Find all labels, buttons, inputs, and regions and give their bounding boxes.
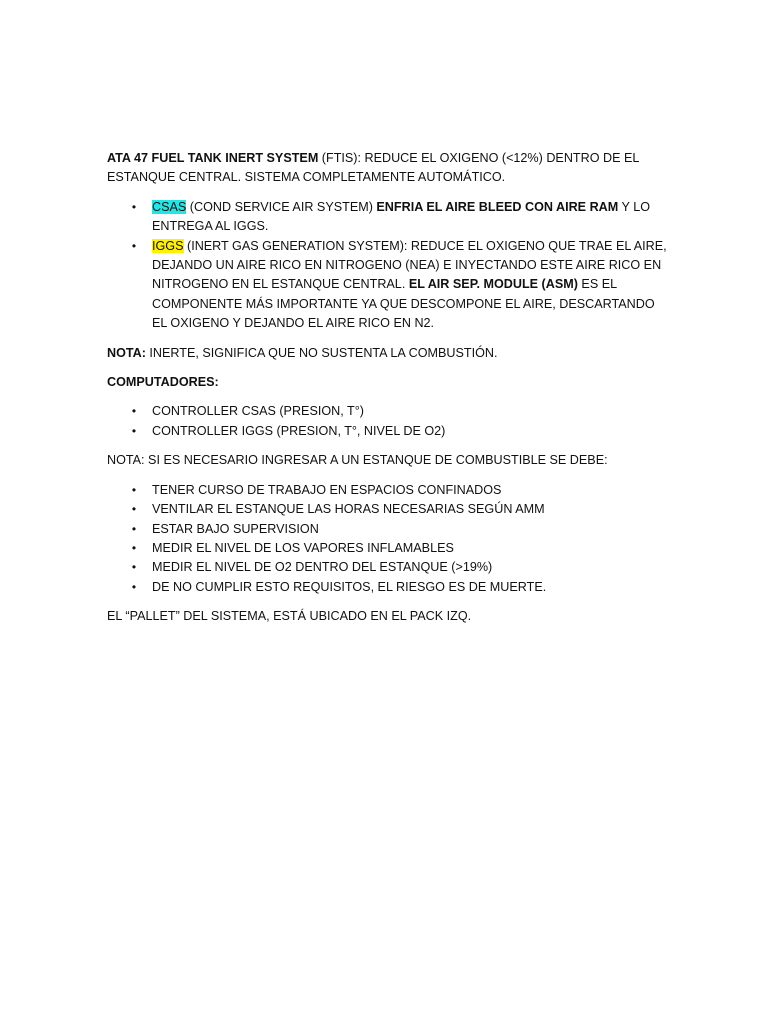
bullet-icon: • (131, 540, 137, 555)
iggs-text-1: (INERT GAS GENERATION SYSTEM): REDUCE EL OXIGENO QUE TRAE EL AIRE, DEJANDO UN AIRE RICO EN NITROGENO (NEA) E INYECTANDO ESTE AIRE RICO EN NITROGENO EN EL ESTANQUE CENTRAL. (152, 238, 667, 292)
systems-list (107, 198, 667, 334)
list-item-text: TENER CURSO DE TRABAJO EN ESPACIOS CONFINADOS (152, 482, 502, 497)
intro-text: (FTIS): REDUCE EL OXIGENO (<12%) DENTRO DE EL ESTANQUE CENTRAL. SISTEMA COMPLETAMENTE AUTOMÁTICO. (107, 151, 639, 185)
list-item-text: DE NO CUMPLIR ESTO REQUISITOS, EL RIESGO ES DE MUERTE. (152, 579, 547, 594)
intro-title: ATA 47 FUEL TANK INERT SYSTEM (107, 151, 319, 165)
list-item (107, 578, 667, 597)
nota-paragraph (107, 344, 667, 363)
list-item (107, 539, 667, 558)
computadores-heading-text: COMPUTADORES: (107, 375, 219, 390)
requirements-list (107, 481, 667, 597)
list-item-csas (107, 198, 667, 237)
list-item-text: MEDIR EL NIVEL DE O2 DENTRO DEL ESTANQUE (>19%) (152, 560, 493, 575)
bullet-icon: • (131, 423, 137, 438)
list-item-text: CONTROLLER IGGS (PRESION, T°, NIVEL DE O2) (152, 423, 446, 438)
iggs-bold: EL AIR SEP. MODULE (ASM) (408, 277, 578, 292)
computadores-heading (107, 373, 667, 392)
bullet-icon: • (131, 560, 137, 575)
closing-paragraph: EL “PALLET” DEL SISTEMA, ESTÁ UBICADO EN EL PACK IZQ. (107, 609, 472, 624)
list-item (107, 481, 667, 500)
bullet-icon: • (131, 404, 137, 419)
csas-text-1: (COND SERVICE AIR SYSTEM) (186, 199, 377, 214)
list-item-text: CONTROLLER CSAS (PRESION, T°) (152, 404, 364, 419)
csas-bold: ENFRIA EL AIRE BLEED CON AIRE RAM (376, 199, 619, 214)
intro-paragraph (107, 149, 667, 188)
list-item-iggs (107, 237, 667, 334)
nota2-paragraph: NOTA: SI ES NECESARIO INGRESAR A UN ESTANQUE DE COMBUSTIBLE SE DEBE: (107, 453, 608, 468)
csas-highlight: CSAS (152, 199, 187, 214)
bullet-icon: • (131, 521, 137, 536)
list-item-text: ESTAR BAJO SUPERVISION (152, 521, 319, 536)
list-item (107, 520, 667, 539)
list-item (107, 558, 667, 577)
list-item (107, 402, 667, 421)
list-item-text: MEDIR EL NIVEL DE LOS VAPORES INFLAMABLES (152, 540, 454, 555)
list-item (107, 500, 667, 519)
list-item-text: VENTILAR EL ESTANQUE LAS HORAS NECESARIAS SEGÚN AMM (152, 502, 545, 517)
nota-text: INERTE, SIGNIFICA QUE NO SUSTENTA LA COMBUSTIÓN. (145, 345, 498, 360)
document-page (107, 149, 667, 637)
bullet-icon: • (131, 482, 137, 497)
iggs-text-2: ES EL COMPONENTE MÁS IMPORTANTE YA QUE DESCOMPONE EL AIRE, DESCARTANDO EL OXIGENO Y DEJANDO EL AIRE RICO EN N2. (152, 277, 655, 331)
computadores-list (107, 402, 667, 441)
csas-text-2: Y LO ENTREGA AL IGGS. (152, 199, 651, 234)
bullet-icon: • (131, 579, 137, 594)
bullet-icon: • (131, 199, 137, 214)
iggs-highlight: IGGS (152, 238, 184, 253)
bullet-icon: • (131, 502, 137, 517)
nota-label: NOTA: (107, 345, 146, 360)
bullet-icon: • (131, 238, 137, 253)
list-item (107, 422, 667, 441)
